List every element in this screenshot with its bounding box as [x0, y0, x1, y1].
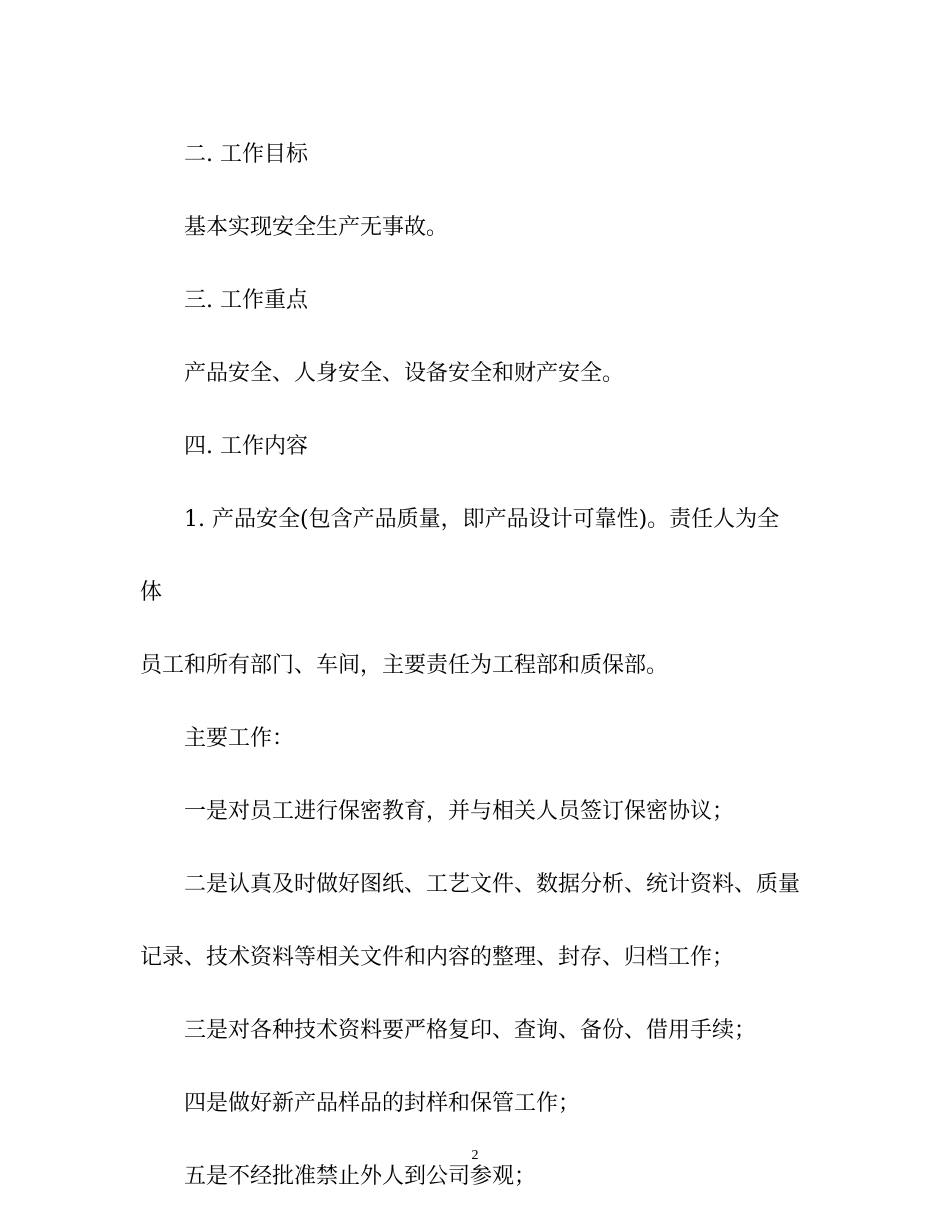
- paragraph-goal-text: 基本实现安全生产无事故。: [184, 215, 449, 240]
- list-item-2-line1: 二是认真及时做好图纸、工艺文件、数据分析、统计资料、质量: [184, 872, 801, 897]
- list-item-1: 一是对员工进行保密教育，并与相关人员签订保密协议；: [184, 799, 735, 824]
- paragraph-main-work-label: 主要工作：: [184, 726, 295, 751]
- page-number: 2: [471, 1148, 479, 1163]
- paragraph-focus-text: 产品安全、人身安全、设备安全和财产安全。: [184, 361, 625, 386]
- list-item-3: 三是对各种技术资料要严格复印、查询、备份、借用手续；: [184, 1018, 757, 1043]
- heading-work-focus: 三. 工作重点: [184, 288, 308, 313]
- paragraph-product-safety-line2: 员工和所有部门、车间，主要责任为工程部和质保部。: [140, 653, 669, 678]
- list-item-2-line2: 记录、技术资料等相关文件和内容的整理、封存、归档工作；: [140, 945, 735, 970]
- heading-work-content: 四. 工作内容: [184, 434, 308, 459]
- heading-work-goals: 二. 工作目标: [184, 142, 308, 167]
- paragraph-product-safety-line1: 1. 产品安全(包含产品质量，即产品设计可靠性)。责任人为全体: [140, 507, 780, 605]
- document-body: [140, 118, 800, 1213]
- list-item-4: 四是做好新产品样品的封样和保管工作；: [184, 1091, 581, 1116]
- list-item-5: 五是不经批准禁止外人到公司参观；: [184, 1164, 537, 1189]
